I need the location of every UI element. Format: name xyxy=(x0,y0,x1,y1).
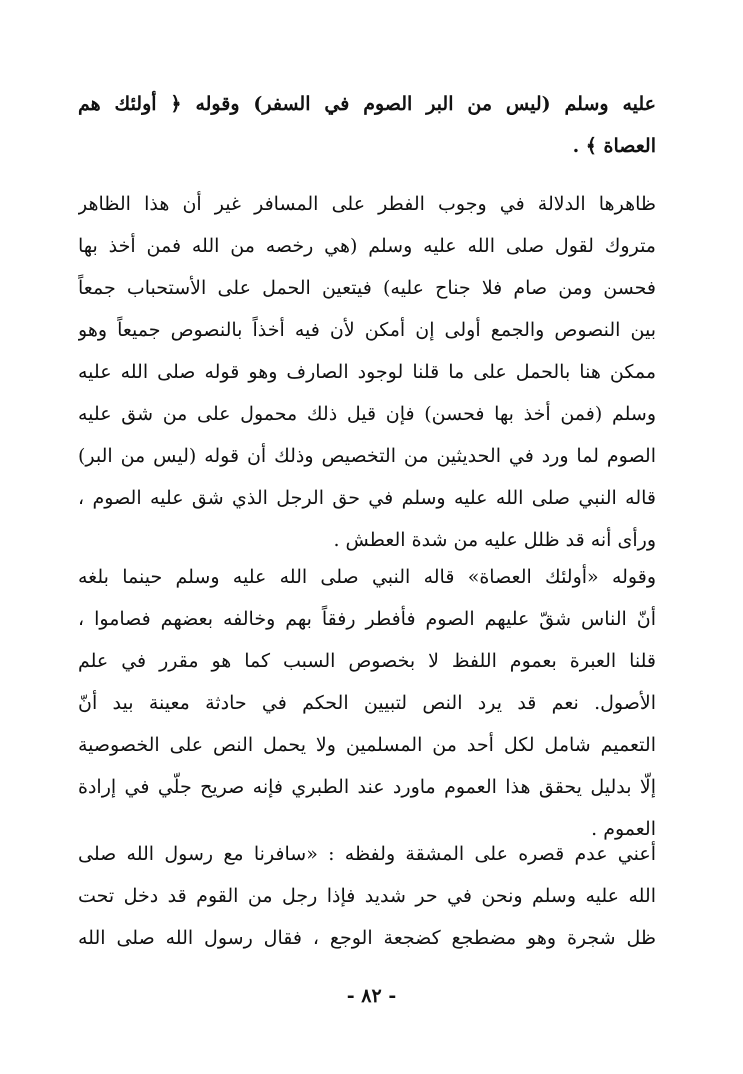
text-line: وقوله «أولئك العصاة» قاله النبي صلى الله عليه وسلم حينما بلغه xyxy=(78,566,656,588)
page-number: - ٨٢ - xyxy=(346,985,397,1007)
paragraph xyxy=(78,83,656,167)
text-line: قلنا العبرة بعموم اللفظ لا بخصوص السبب كما هو مقرر في علم xyxy=(78,650,656,672)
text-line: متروك لقول صلى الله عليه وسلم (هي رخصه من الله فمن أخذ بها xyxy=(78,235,656,257)
text-line: قاله النبي صلى الله عليه وسلم في حق الرجل الذي شق عليه الصوم ، xyxy=(78,487,656,509)
text-line: التعميم شامل لكل أحد من المسلمين ولا يحمل النص على الخصوصية xyxy=(78,734,656,756)
paragraph xyxy=(78,556,656,850)
text-line: ظاهرها الدلالة في وجوب الفطر على المسافر غير أن هذا الظاهر xyxy=(78,193,656,215)
text-line: الله عليه وسلم ونحن في حر شديد فإذا رجل من القوم قد دخل تحت xyxy=(78,885,656,907)
text-line: إلّا بدليل يحقق هذا العموم ماورد عند الطبري فإنه صريح جلّي في إرادة xyxy=(78,776,656,798)
text-line: ورأى أنه قد ظلل عليه من شدة العطش . xyxy=(333,529,656,551)
text-line: الأصول. نعم قد يرد النص لتبيين الحكم في حادثة معينة بيد أنّ xyxy=(78,692,656,714)
text-line: الصوم لما ورد في الحديثين من التخصيص وذلك أن قوله (ليس من البر) xyxy=(78,445,656,467)
text-line: أعني عدم قصره على المشقة ولفظه : «سافرنا مع رسول الله صلى xyxy=(78,843,656,865)
paragraph xyxy=(78,183,656,561)
text-line: وسلم (فمن أخذ بها فحسن) فإن قيل ذلك محمول على من شق عليه xyxy=(78,403,656,425)
text-line: ممكن هنا بالحمل على ما قلنا لوجود الصارف وهو قوله صلى الله عليه xyxy=(78,361,656,383)
text-line: ظل شجرة وهو مضطجع كضجعة الوجع ، فقال رسول الله صلى الله xyxy=(78,927,656,949)
text-line: فحسن ومن صام فلا جناح عليه) فيتعين الحمل على الأستحباب جمعاً xyxy=(78,277,656,299)
text-line: بين النصوص والجمع أولى إن أمكن لأن فيه أخذاً بالنصوص جميعاً وهو xyxy=(78,319,656,341)
text-line: أنّ الناس شقّ عليهم الصوم فأفطر رفقاً بهم وخالفه بعضهم فصاموا ، xyxy=(78,608,656,630)
text-line: عليه وسلم (ليس من البر الصوم في السفر) وقوله ﴿ أولئك هم xyxy=(78,93,656,115)
paragraph xyxy=(78,833,656,959)
text-line: العصاة ﴾ . xyxy=(572,135,656,157)
text-line: العموم . xyxy=(591,818,656,840)
